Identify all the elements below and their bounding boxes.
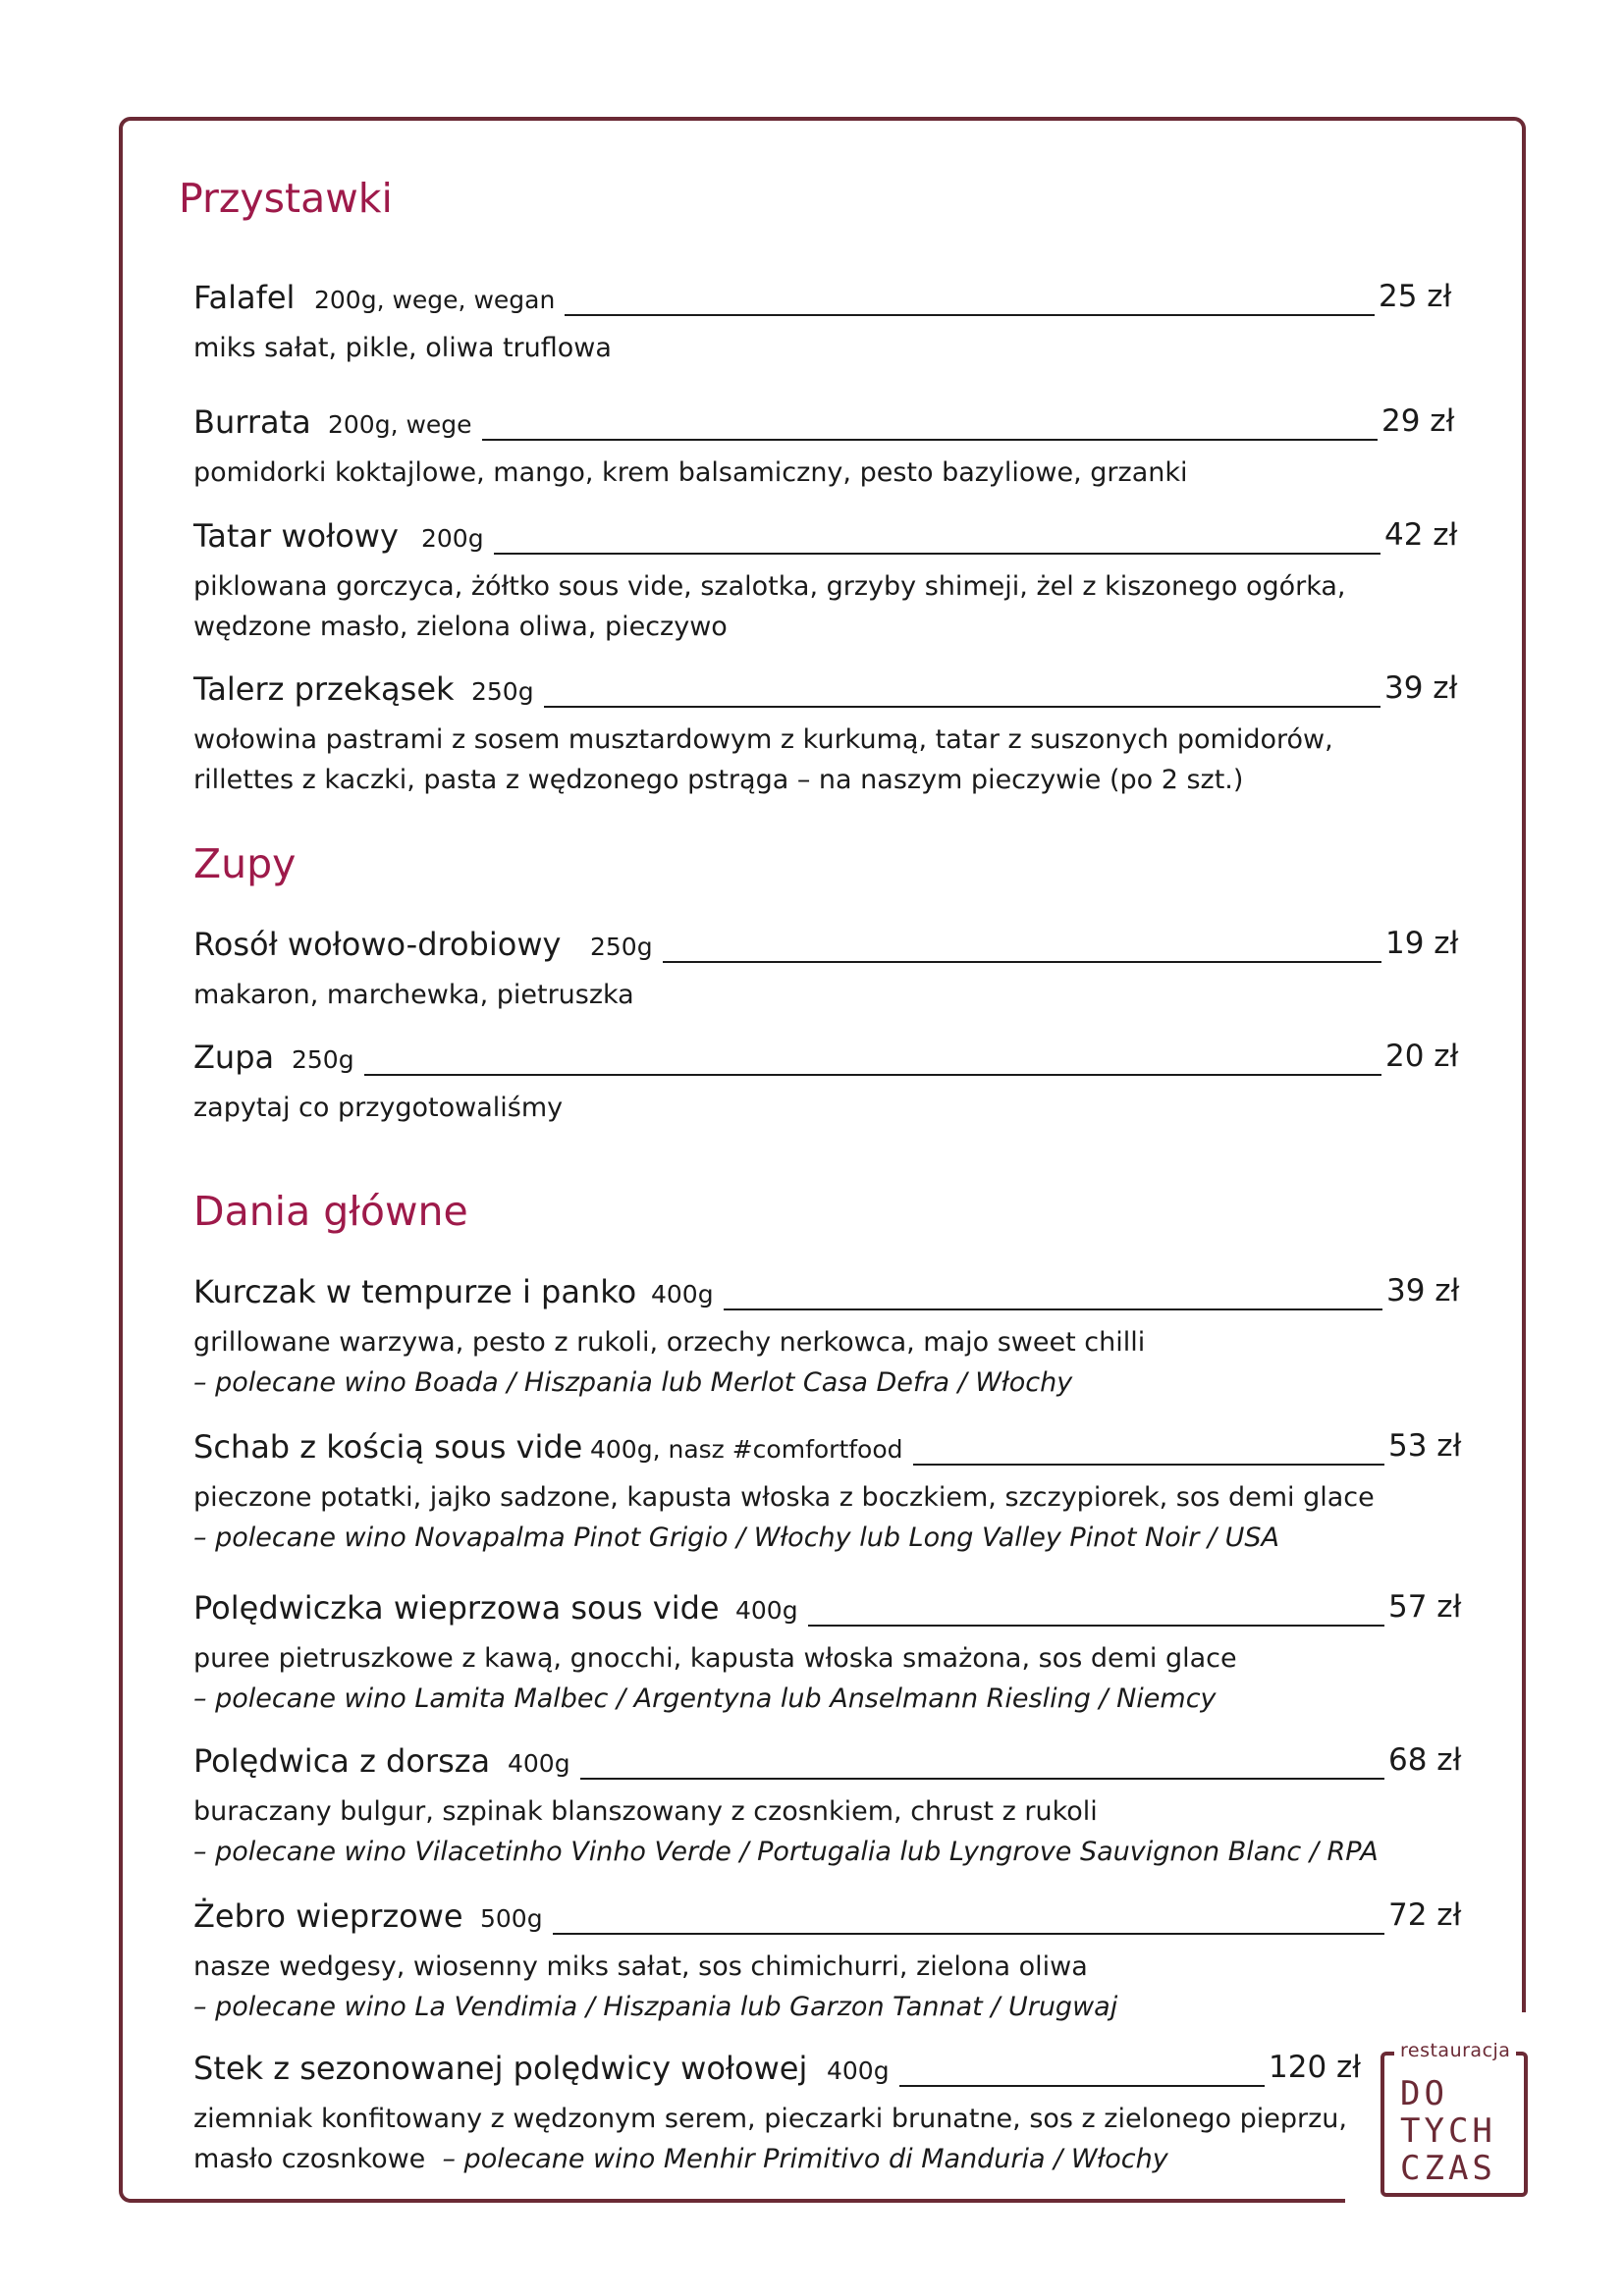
menu-item <box>193 517 1470 647</box>
leader-line <box>482 439 1378 441</box>
wine-pairing: – polecane wino Novapalma Pinot Grigio / Włochy lub Long Valley Pinot Noir / USA <box>193 1522 1279 1553</box>
item-description: pieczone potatki, jajko sadzone, kapusta włoska z boczkiem, szczypiorek, sos demi glace <box>193 1482 1375 1513</box>
menu-item <box>193 1039 1470 1128</box>
wine-pairing: – polecane wino Menhir Primitivo di Manduria / Włochy <box>442 2144 1168 2174</box>
item-description: makaron, marchewka, pietruszka <box>193 980 634 1010</box>
item-description: puree pietruszkowe z kawą, gnocchi, kapusta włoska smażona, sos demi glace <box>193 1643 1237 1674</box>
leader-line <box>808 1625 1384 1627</box>
item-price: 29 zł <box>1381 403 1455 439</box>
item-description-2: wędzone masło, zielona oliwa, pieczywo <box>193 612 728 642</box>
menu-item <box>193 2050 1470 2179</box>
section-title-soups: Zupy <box>193 840 297 887</box>
menu-item <box>193 1742 1470 1872</box>
item-name: Burrata <box>193 403 311 441</box>
item-price: 39 zł <box>1384 670 1458 706</box>
logo-line-1: DO <box>1400 2074 1448 2113</box>
section-title-starters: Przystawki <box>179 175 393 222</box>
section-title-mains: Dania główne <box>193 1188 468 1235</box>
item-name: Zupa <box>193 1039 275 1076</box>
leader-line <box>899 2085 1265 2087</box>
wine-pairing: – polecane wino La Vendimia / Hiszpania lub Garzon Tannat / Urugwaj <box>193 1992 1118 2022</box>
menu-item <box>193 670 1470 800</box>
item-price: 39 zł <box>1386 1273 1460 1308</box>
leader-line <box>494 553 1380 555</box>
item-description: buraczany bulgur, szpinak blanszowany z czosnkiem, chrust z rukoli <box>193 1796 1098 1827</box>
item-description-2: masło czosnkowe <box>193 2144 426 2174</box>
item-name: Polędwiczka wieprzowa sous vide <box>193 1589 720 1627</box>
item-meta: 250g <box>590 933 653 961</box>
menu-item <box>193 1897 1470 2027</box>
menu-item <box>193 926 1470 1015</box>
item-name: Kurczak w tempurze i panko <box>193 1273 637 1310</box>
menu-item <box>193 403 1470 493</box>
item-name: Stek z sezonowanej polędwicy wołowej <box>193 2050 808 2087</box>
item-description-with-wine <box>193 2139 1470 2179</box>
wine-pairing: – polecane wino Lamita Malbec / Argentyna lub Anselmann Riesling / Niemcy <box>193 1683 1217 1714</box>
wine-pairing: – polecane wino Vilacetinho Vinho Verde / Portugalia lub Lyngrove Sauvignon Blanc / RPA <box>193 1837 1379 1867</box>
menu-item <box>193 1428 1470 1558</box>
logo-restauracja: restauracja <box>1394 2040 1516 2061</box>
item-description: zapytaj co przygotowaliśmy <box>193 1093 564 1123</box>
menu-item <box>193 1589 1470 1719</box>
item-description: piklowana gorczyca, żółtko sous vide, szalotka, grzyby shimeji, żel z kiszonego ogórka, <box>193 571 1346 602</box>
item-price: 120 zł <box>1269 2050 1362 2085</box>
logo-line-3: CZAS <box>1400 2149 1496 2188</box>
item-meta: 500g <box>480 1904 543 1933</box>
leader-line <box>913 1464 1384 1466</box>
item-name: Talerz przekąsek <box>193 670 455 708</box>
leader-line <box>580 1778 1384 1780</box>
leader-line <box>565 314 1375 316</box>
item-name: Rosół wołowo-drobiowy <box>193 926 562 963</box>
item-description: grillowane warzywa, pesto z rukoli, orzechy nerkowca, majo sweet chilli <box>193 1327 1146 1358</box>
leader-line <box>724 1308 1382 1310</box>
item-name: Żebro wieprzowe <box>193 1897 463 1935</box>
item-name: Falafel <box>193 279 296 316</box>
item-price: 20 zł <box>1385 1039 1459 1074</box>
item-meta: 400g <box>735 1596 798 1625</box>
item-meta: 250g <box>292 1045 354 1074</box>
leader-line <box>553 1933 1384 1935</box>
item-meta: 400g <box>827 2056 890 2085</box>
item-price: 53 zł <box>1388 1428 1462 1464</box>
item-meta: 250g <box>471 677 534 706</box>
item-price: 72 zł <box>1388 1897 1462 1933</box>
item-name: Polędwica z dorsza <box>193 1742 491 1780</box>
item-price: 42 zł <box>1384 517 1458 553</box>
item-description: wołowina pastrami z sosem musztardowym z kurkumą, tatar z suszonych pomidorów, <box>193 724 1333 755</box>
leader-line <box>364 1074 1381 1076</box>
item-name: Tatar wołowy <box>193 517 399 555</box>
item-description: ziemniak konfitowany z wędzonym serem, pieczarki brunatne, sos z zielonego pieprzu, <box>193 2104 1347 2134</box>
item-description: miks sałat, pikle, oliwa truflowa <box>193 333 612 363</box>
item-meta: 200g, wege <box>328 410 472 439</box>
item-meta: 200g, wege, wegan <box>314 286 556 314</box>
logo-line-2: TYCH <box>1400 2111 1496 2151</box>
item-description: nasze wedgesy, wiosenny miks sałat, sos chimichurri, zielona oliwa <box>193 1951 1088 1982</box>
item-meta: 200g <box>421 524 484 553</box>
item-price: 25 zł <box>1379 279 1452 314</box>
item-name: Schab z kością sous vide <box>193 1428 583 1466</box>
item-description-2: rillettes z kaczki, pasta z wędzonego pstrąga – na naszym pieczywie (po 2 szt.) <box>193 765 1244 795</box>
item-meta: 400g <box>508 1749 570 1778</box>
wine-pairing: – polecane wino Boada / Hiszpania lub Merlot Casa Defra / Włochy <box>193 1367 1073 1398</box>
item-price: 19 zł <box>1385 926 1459 961</box>
item-meta: 400g, nasz #comfortfood <box>590 1435 903 1464</box>
item-price: 68 zł <box>1388 1742 1462 1778</box>
menu-item <box>193 279 1470 368</box>
leader-line <box>663 961 1381 963</box>
menu-item <box>193 1273 1470 1403</box>
item-description: pomidorki koktajlowe, mango, krem balsamiczny, pesto bazyliowe, grzanki <box>193 457 1188 488</box>
leader-line <box>544 706 1380 708</box>
item-price: 57 zł <box>1388 1589 1462 1625</box>
item-meta: 400g <box>651 1280 714 1308</box>
